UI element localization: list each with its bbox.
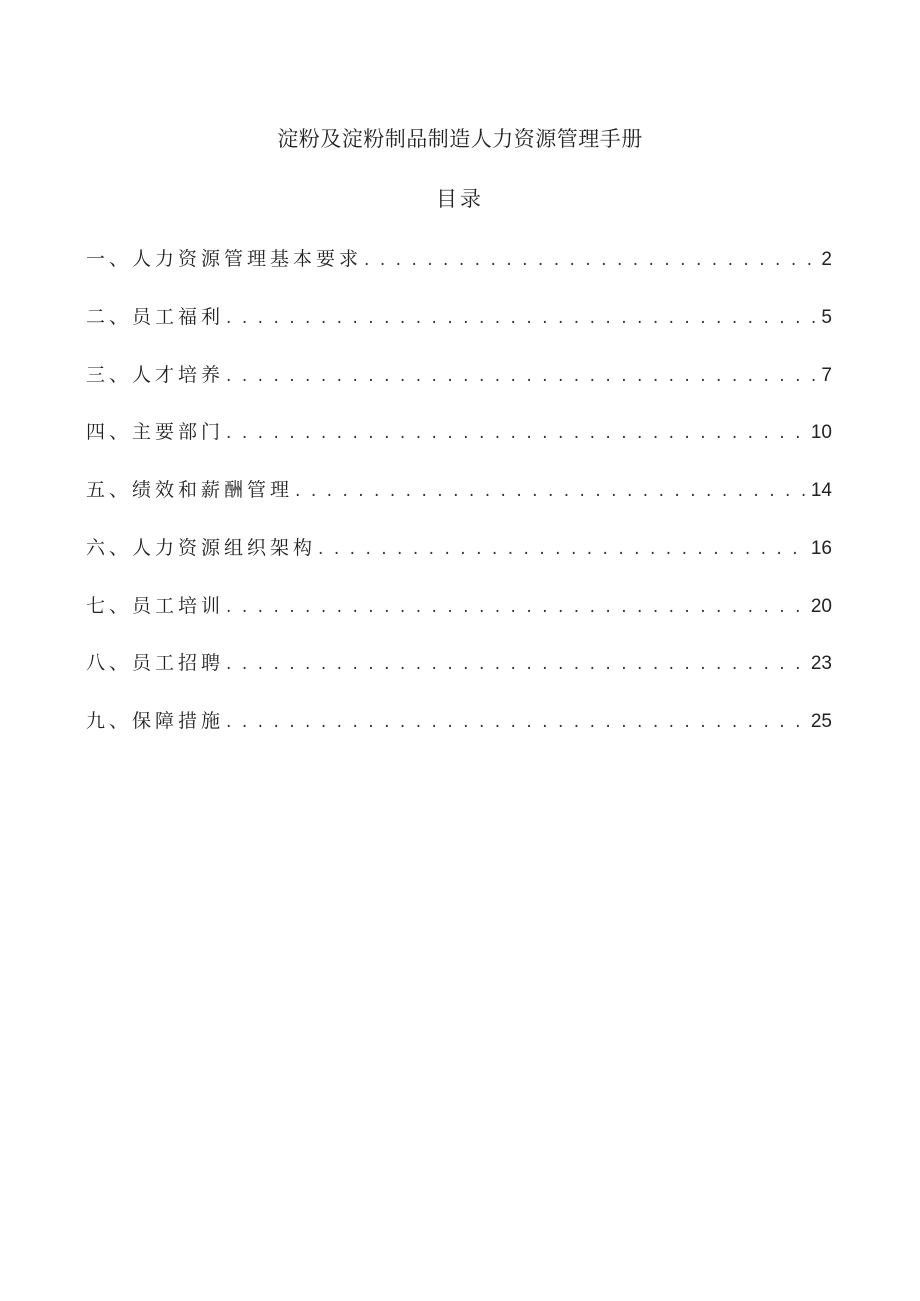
toc-dot-leader [226,649,809,679]
toc-entry-label: 九、保障措施 [86,710,225,732]
toc-entry-label: 五、绩效和薪酬管理 [86,479,294,501]
toc-dot-leader [226,303,819,333]
toc-entry-label: 八、员工招聘 [86,652,225,675]
toc-entry-label: 一、人力资源管理基本要求 [86,248,363,270]
table-of-contents [86,244,832,764]
toc-entry[interactable] [86,244,832,302]
toc-dot-leader [226,707,809,737]
toc-entry-label: 三、人才培养 [86,363,225,386]
toc-entry[interactable] [86,706,832,764]
toc-entry-label: 四、主要部门 [86,421,225,444]
toc-dot-leader [364,245,819,275]
toc-heading: 目录 [436,187,484,211]
toc-entry[interactable] [86,648,832,706]
toc-entry-label: 二、员工福利 [86,305,225,328]
toc-entry-page: 5 [821,306,832,328]
toc-dot-leader [295,476,809,506]
toc-dot-leader [226,361,819,391]
toc-entry-page: 25 [810,711,832,732]
toc-entry-label: 六、人力资源组织架构 [86,536,317,559]
toc-dot-leader [318,534,809,564]
toc-entry-page: 2 [821,249,832,270]
toc-entry[interactable] [86,360,832,418]
toc-entry[interactable] [86,417,832,475]
toc-entry-page: 7 [821,364,832,386]
toc-dot-leader [226,418,809,448]
toc-dot-leader [226,592,809,622]
toc-entry[interactable] [86,475,832,533]
toc-entry-page: 10 [810,422,832,444]
toc-entry[interactable] [86,591,832,649]
toc-entry-page: 16 [810,537,832,559]
toc-entry-page: 23 [810,653,832,675]
toc-entry-page: 14 [810,480,832,501]
toc-entry[interactable] [86,533,832,591]
toc-entry-page: 20 [810,595,832,617]
toc-entry[interactable] [86,302,832,360]
toc-entry-label: 七、员工培训 [86,594,225,617]
document-title: 淀粉及淀粉制品制造人力资源管理手册 [277,127,643,151]
